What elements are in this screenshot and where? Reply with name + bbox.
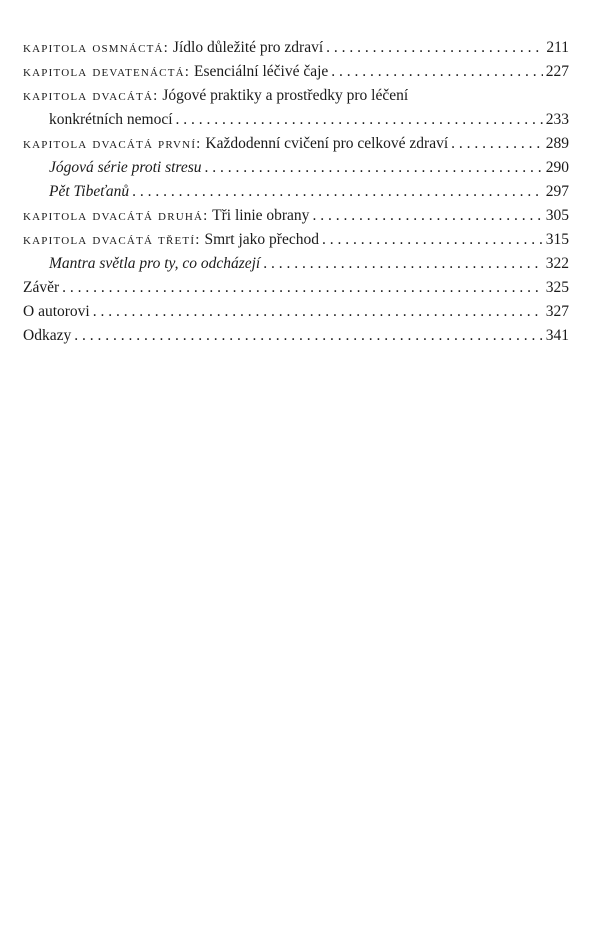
chapter-title-continuation: konkrétních nemocí <box>49 111 173 128</box>
page-number: 322 <box>545 255 569 272</box>
entry-title: Odkazy <box>23 327 72 344</box>
section-title: Jógová série proti stresu <box>49 159 202 176</box>
page-number: 315 <box>545 231 569 248</box>
toc-entry-label <box>23 36 323 60</box>
dot-leader <box>62 276 543 300</box>
section-title: Mantra světla pro ty, co odcházejí <box>49 255 261 272</box>
chapter-title: Smrt jako přechod <box>204 231 319 248</box>
page-number: 327 <box>545 303 569 320</box>
entry-title: O autorovi <box>23 303 90 320</box>
page-number: 341 <box>545 327 569 344</box>
toc-entry[interactable] <box>23 228 569 252</box>
toc-entry-first-line[interactable] <box>23 84 569 108</box>
dot-leader <box>312 204 542 228</box>
dot-leader <box>331 60 542 84</box>
toc-entry-label <box>23 60 328 84</box>
page-number: 305 <box>545 207 569 224</box>
toc-entry[interactable] <box>23 300 569 324</box>
toc-entry[interactable] <box>23 60 569 84</box>
chapter-title: Esenciální léčivé čaje <box>194 63 329 80</box>
page-number: 233 <box>545 111 569 128</box>
toc-entry-label <box>23 228 319 252</box>
toc-entry[interactable] <box>23 36 569 60</box>
chapter-prefix: kapitola dvacátá druhá: <box>23 208 209 224</box>
chapter-prefix: kapitola osmnáctá: <box>23 40 170 56</box>
section-title: Pět Tibeťanů <box>49 183 130 200</box>
toc-subentry[interactable] <box>23 180 569 204</box>
dot-leader <box>74 324 543 348</box>
table-of-contents <box>23 36 569 348</box>
dot-leader <box>263 252 543 276</box>
page-number: 325 <box>545 279 569 296</box>
chapter-title: Jógové praktiky a prostředky pro léčení <box>162 87 409 104</box>
dot-leader <box>205 156 543 180</box>
toc-entry-continuation[interactable] <box>23 108 569 132</box>
page-number: 289 <box>545 135 569 152</box>
dot-leader <box>132 180 543 204</box>
toc-entry[interactable] <box>23 276 569 300</box>
toc-subentry[interactable] <box>23 252 569 276</box>
toc-entry-label <box>23 132 448 156</box>
toc-entry-label <box>23 204 309 228</box>
toc-entry[interactable] <box>23 324 569 348</box>
chapter-prefix: kapitola dvacátá první: <box>23 136 202 152</box>
chapter-title: Jídlo důležité pro zdraví <box>172 39 324 56</box>
entry-title: Závěr <box>23 279 60 296</box>
chapter-prefix: kapitola dvacátá třetí: <box>23 232 201 248</box>
dot-leader <box>326 36 543 60</box>
page-number: 211 <box>546 39 569 56</box>
chapter-title: Každodenní cvičení pro celkové zdraví <box>205 135 449 152</box>
page-number: 297 <box>545 183 569 200</box>
page-number: 290 <box>545 159 569 176</box>
dot-leader <box>322 228 543 252</box>
dot-leader <box>451 132 543 156</box>
page-number: 227 <box>545 63 569 80</box>
dot-leader <box>176 108 543 132</box>
chapter-title: Tři linie obrany <box>212 207 310 224</box>
toc-subentry[interactable] <box>23 156 569 180</box>
dot-leader <box>93 300 543 324</box>
chapter-prefix: kapitola devatenáctá: <box>23 64 191 80</box>
chapter-prefix: kapitola dvacátá: <box>23 88 159 104</box>
toc-entry[interactable] <box>23 204 569 228</box>
toc-entry[interactable] <box>23 132 569 156</box>
